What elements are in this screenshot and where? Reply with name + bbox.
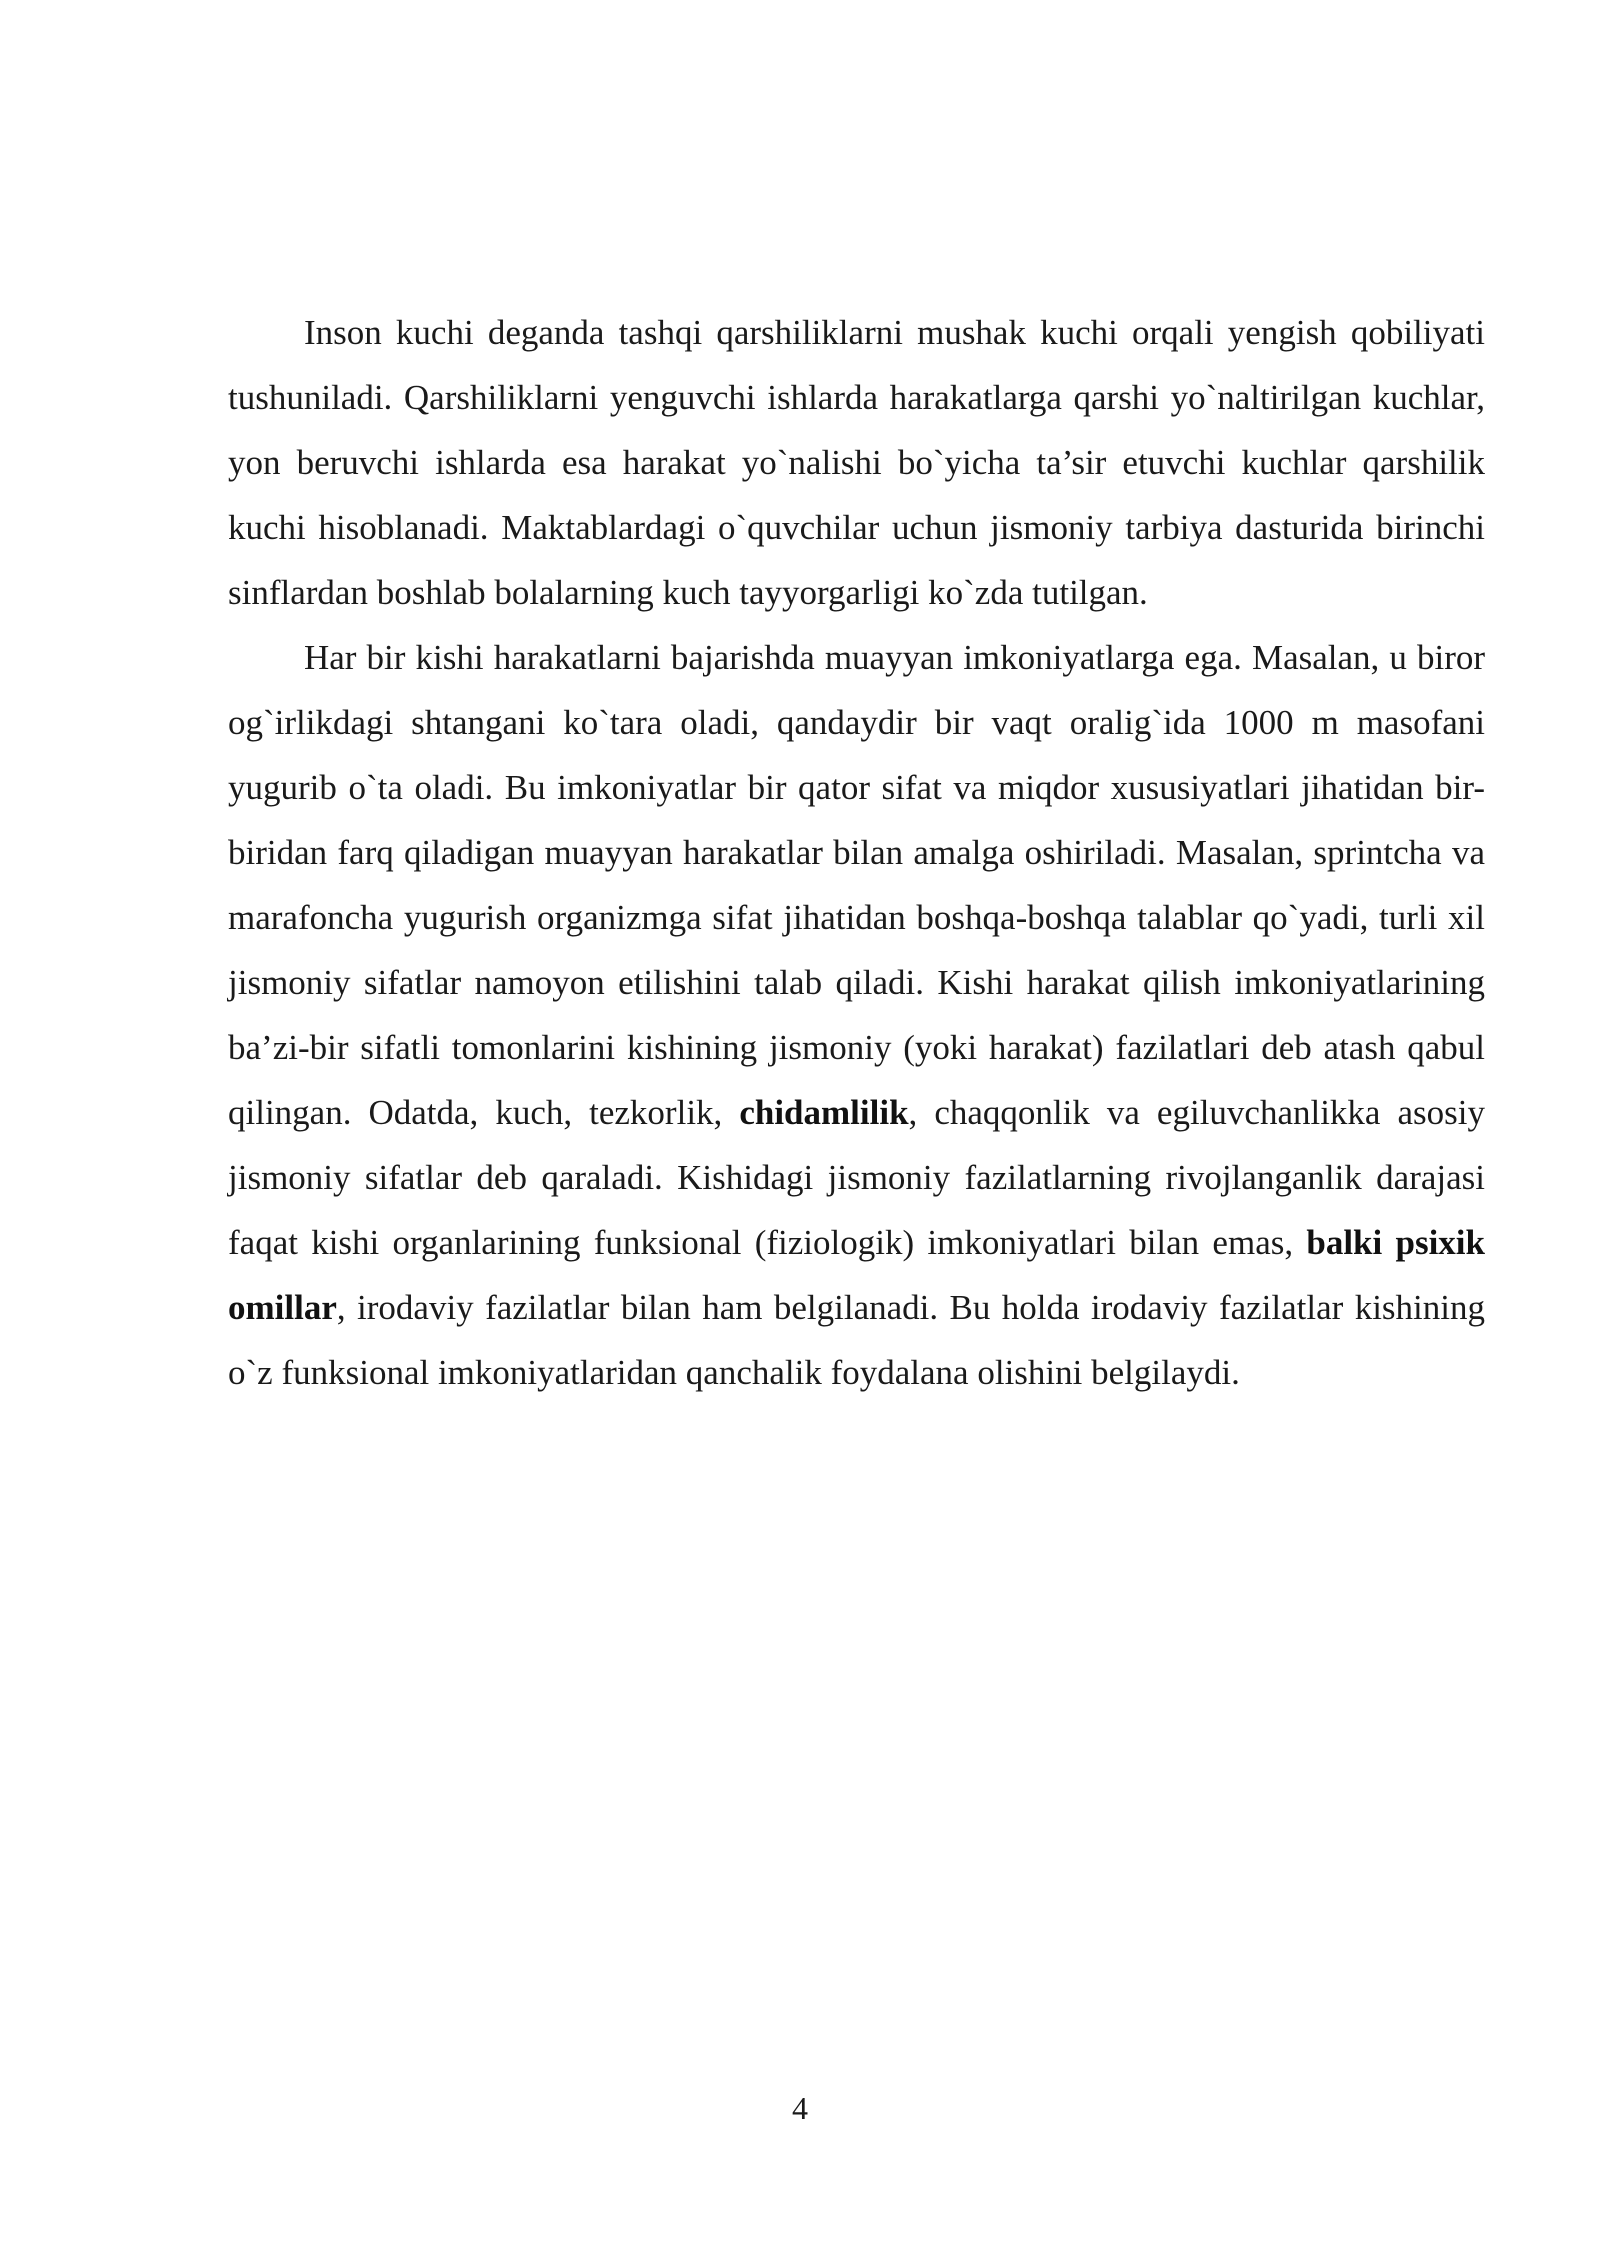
paragraph-2 xyxy=(228,625,1485,1405)
paragraph-2-text-part-3: , irodaviy fazilatlar bilan ham belgilanadi. Bu holda irodaviy fazilatlar kishining o`z funksional imkoniyatlaridan qanchalik foydalana olishini belgilaydi. xyxy=(228,1288,1485,1392)
body-text xyxy=(228,300,1485,1405)
paragraph-1-text: Inson kuchi deganda tashqi qarshiliklarni mushak kuchi orqali yengish qobiliyati tushuniladi. Qarshiliklarni yenguvchi ishlarda harakatlarga qarshi yo`naltirilgan kuchlar, yon beruvchi ishlarda esa harakat yo`nalishi bo`yicha ta’sir etuvchi kuchlar qarshilik kuchi hisoblanadi. Maktablardagi o`quvchilar uchun jismoniy tarbiya dasturida birinchi sinflardan boshlab bolalarning kuch tayyorgarligi ko`zda tutilgan. xyxy=(228,313,1485,612)
paragraph-2-text-part-2: , chaqqonlik va egiluvchanlikka asosiy jismoniy sifatlar deb qaraladi. Kishidagi jismoniy fazilatlarning rivojlanganlik darajasi faqat kishi organlarining funksional (fiziologik) imkoniyatlari bilan emas, xyxy=(228,1093,1485,1262)
bold-term-chidamlilik: chidamlilik xyxy=(739,1093,909,1132)
bold-term-psixik-omillar: balki psixik omillar xyxy=(228,1223,1485,1327)
paragraph-1 xyxy=(228,300,1485,625)
paragraph-2-text-part-1: Har bir kishi harakatlarni bajarishda muayyan imkoniyatlarga ega. Masalan, u biror og`irlikdagi shtangani ko`tara oladi, qandaydir bir vaqt oralig`ida 1000 m masofani yugurib o`ta oladi. Bu imkoniyatlar bir qator sifat va miqdor xususiyatlari jihatidan bir-biridan farq qiladigan muayyan harakatlar bilan amalga oshiriladi. Masalan, sprintcha va marafoncha yugurish organizmga sifat jihatidan boshqa-boshqa talablar qo`yadi, turli xil jismoniy sifatlar namoyon etilishini talab qiladi. Kishi harakat qilish imkoniyatlarining ba’zi-bir sifatli tomonlarini kishining jismoniy (yoki harakat) fazilatlari deb atash qabul qilingan. Odatda, kuch, tezkorlik, xyxy=(228,638,1485,1132)
page-number: 4 xyxy=(792,2090,808,2126)
